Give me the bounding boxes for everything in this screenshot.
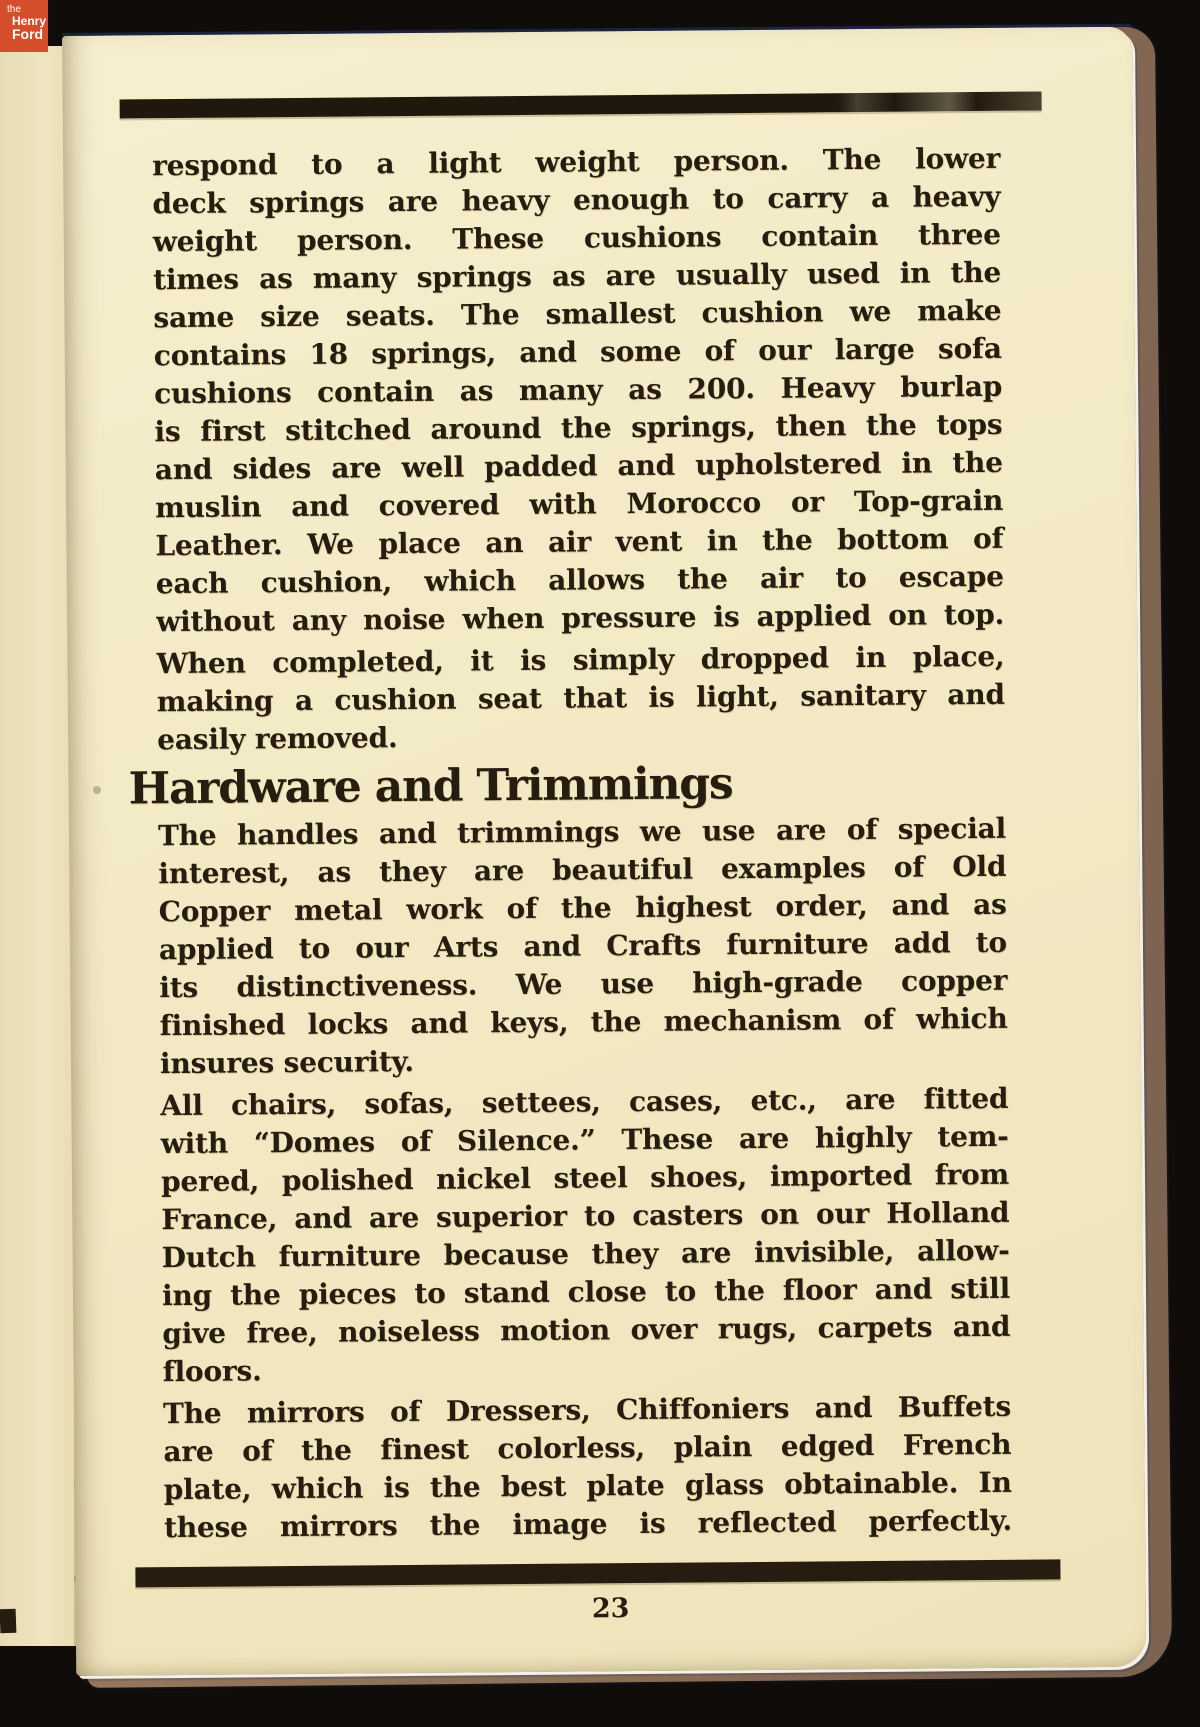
text-line: insures security. bbox=[159, 1044, 415, 1081]
text-line: finished locks and keys, the mechanism of which bbox=[159, 1001, 1008, 1043]
henry-ford-logo bbox=[0, 0, 48, 52]
top-rule bbox=[120, 91, 1042, 118]
section-heading: Hardware and Trimmings bbox=[128, 758, 733, 815]
text-line: ing the pieces to stand close to the floor and still bbox=[161, 1271, 1011, 1313]
text-line: each cushion, which allows the air to escape bbox=[155, 559, 1004, 601]
text-line: The handles and trimmings we use are of special bbox=[157, 811, 1007, 853]
paragraph bbox=[160, 1080, 1011, 1391]
paragraph bbox=[158, 810, 1008, 1083]
text-line: these mirrors the image is reflected perfectly. bbox=[163, 1503, 1013, 1545]
text-line: floors. bbox=[162, 1354, 262, 1389]
text-line: same size seats. The smallest cushion we make bbox=[153, 293, 1002, 335]
book-page bbox=[62, 27, 1146, 1676]
text-line: and sides are well padded and upholstered in the bbox=[154, 445, 1003, 487]
text-line: making a cushion seat that is light, sanitary and bbox=[156, 677, 1005, 719]
text-line: with “Domes of Silence.” These are highly tem- bbox=[160, 1119, 1009, 1161]
text-line: pered, polished nickel steel shoes, imported from bbox=[160, 1157, 1010, 1199]
text-line: contains 18 springs, and some of our large sofa bbox=[153, 331, 1002, 373]
logo-word-ford: Ford bbox=[12, 26, 44, 42]
text-line: applied to our Arts and Crafts furniture add to bbox=[158, 925, 1008, 967]
text-line: easily removed. bbox=[157, 721, 398, 757]
text-line: deck springs are heavy enough to carry a heavy bbox=[152, 179, 1001, 221]
text-line: The mirrors of Dressers, Chiffoniers and Buffets bbox=[162, 1389, 1012, 1431]
text-line: its distinctiveness. We use high-grade copper bbox=[159, 963, 1008, 1005]
paragraph bbox=[156, 638, 1005, 759]
text-line: respond to a light weight person. The lower bbox=[151, 141, 1001, 183]
text-line: All chairs, sofas, settees, cases, etc., are fitted bbox=[160, 1081, 1009, 1123]
text-line: cushions contain as many as 200. Heavy burlap bbox=[153, 369, 1003, 411]
text-line: is first stitched around the springs, then the tops bbox=[154, 407, 1003, 449]
page-number: 23 bbox=[591, 1593, 630, 1625]
text-line: weight person. These cushions contain three bbox=[152, 217, 1001, 259]
text-line: Dutch furniture because they are invisible, allow- bbox=[161, 1233, 1010, 1275]
text-line: Leather. We place an air vent in the bottom of bbox=[155, 521, 1004, 563]
text-line: muslin and covered with Morocco or Top-grain bbox=[154, 483, 1004, 525]
text-line: plate, which is the best plate glass obtainable. In bbox=[163, 1465, 1012, 1507]
text-line: Copper metal work of the highest order, and as bbox=[158, 887, 1007, 929]
text-line: are of the finest colorless, plain edged French bbox=[163, 1427, 1012, 1469]
text-line: give free, noiseless motion over rugs, carpets and bbox=[162, 1309, 1011, 1351]
logo-word-the: the bbox=[7, 4, 21, 15]
body-text bbox=[128, 140, 1013, 1547]
paper-speck bbox=[93, 786, 101, 794]
facing-page-rule-fragment bbox=[0, 1609, 16, 1634]
text-line: France, and are superior to casters on our Holland bbox=[161, 1195, 1010, 1237]
paragraph bbox=[152, 140, 1004, 641]
logo-word-henry: Henry bbox=[12, 14, 47, 28]
text-line: without any noise when pressure is applied on top. bbox=[155, 597, 1005, 639]
bottom-rule bbox=[135, 1559, 1060, 1587]
text-line: times as many springs as are usually used in the bbox=[152, 255, 1002, 297]
text-line: interest, as they are beautiful examples of Old bbox=[158, 849, 1007, 891]
text-line: When completed, it is simply dropped in place, bbox=[156, 639, 1005, 681]
paragraph bbox=[163, 1388, 1012, 1547]
